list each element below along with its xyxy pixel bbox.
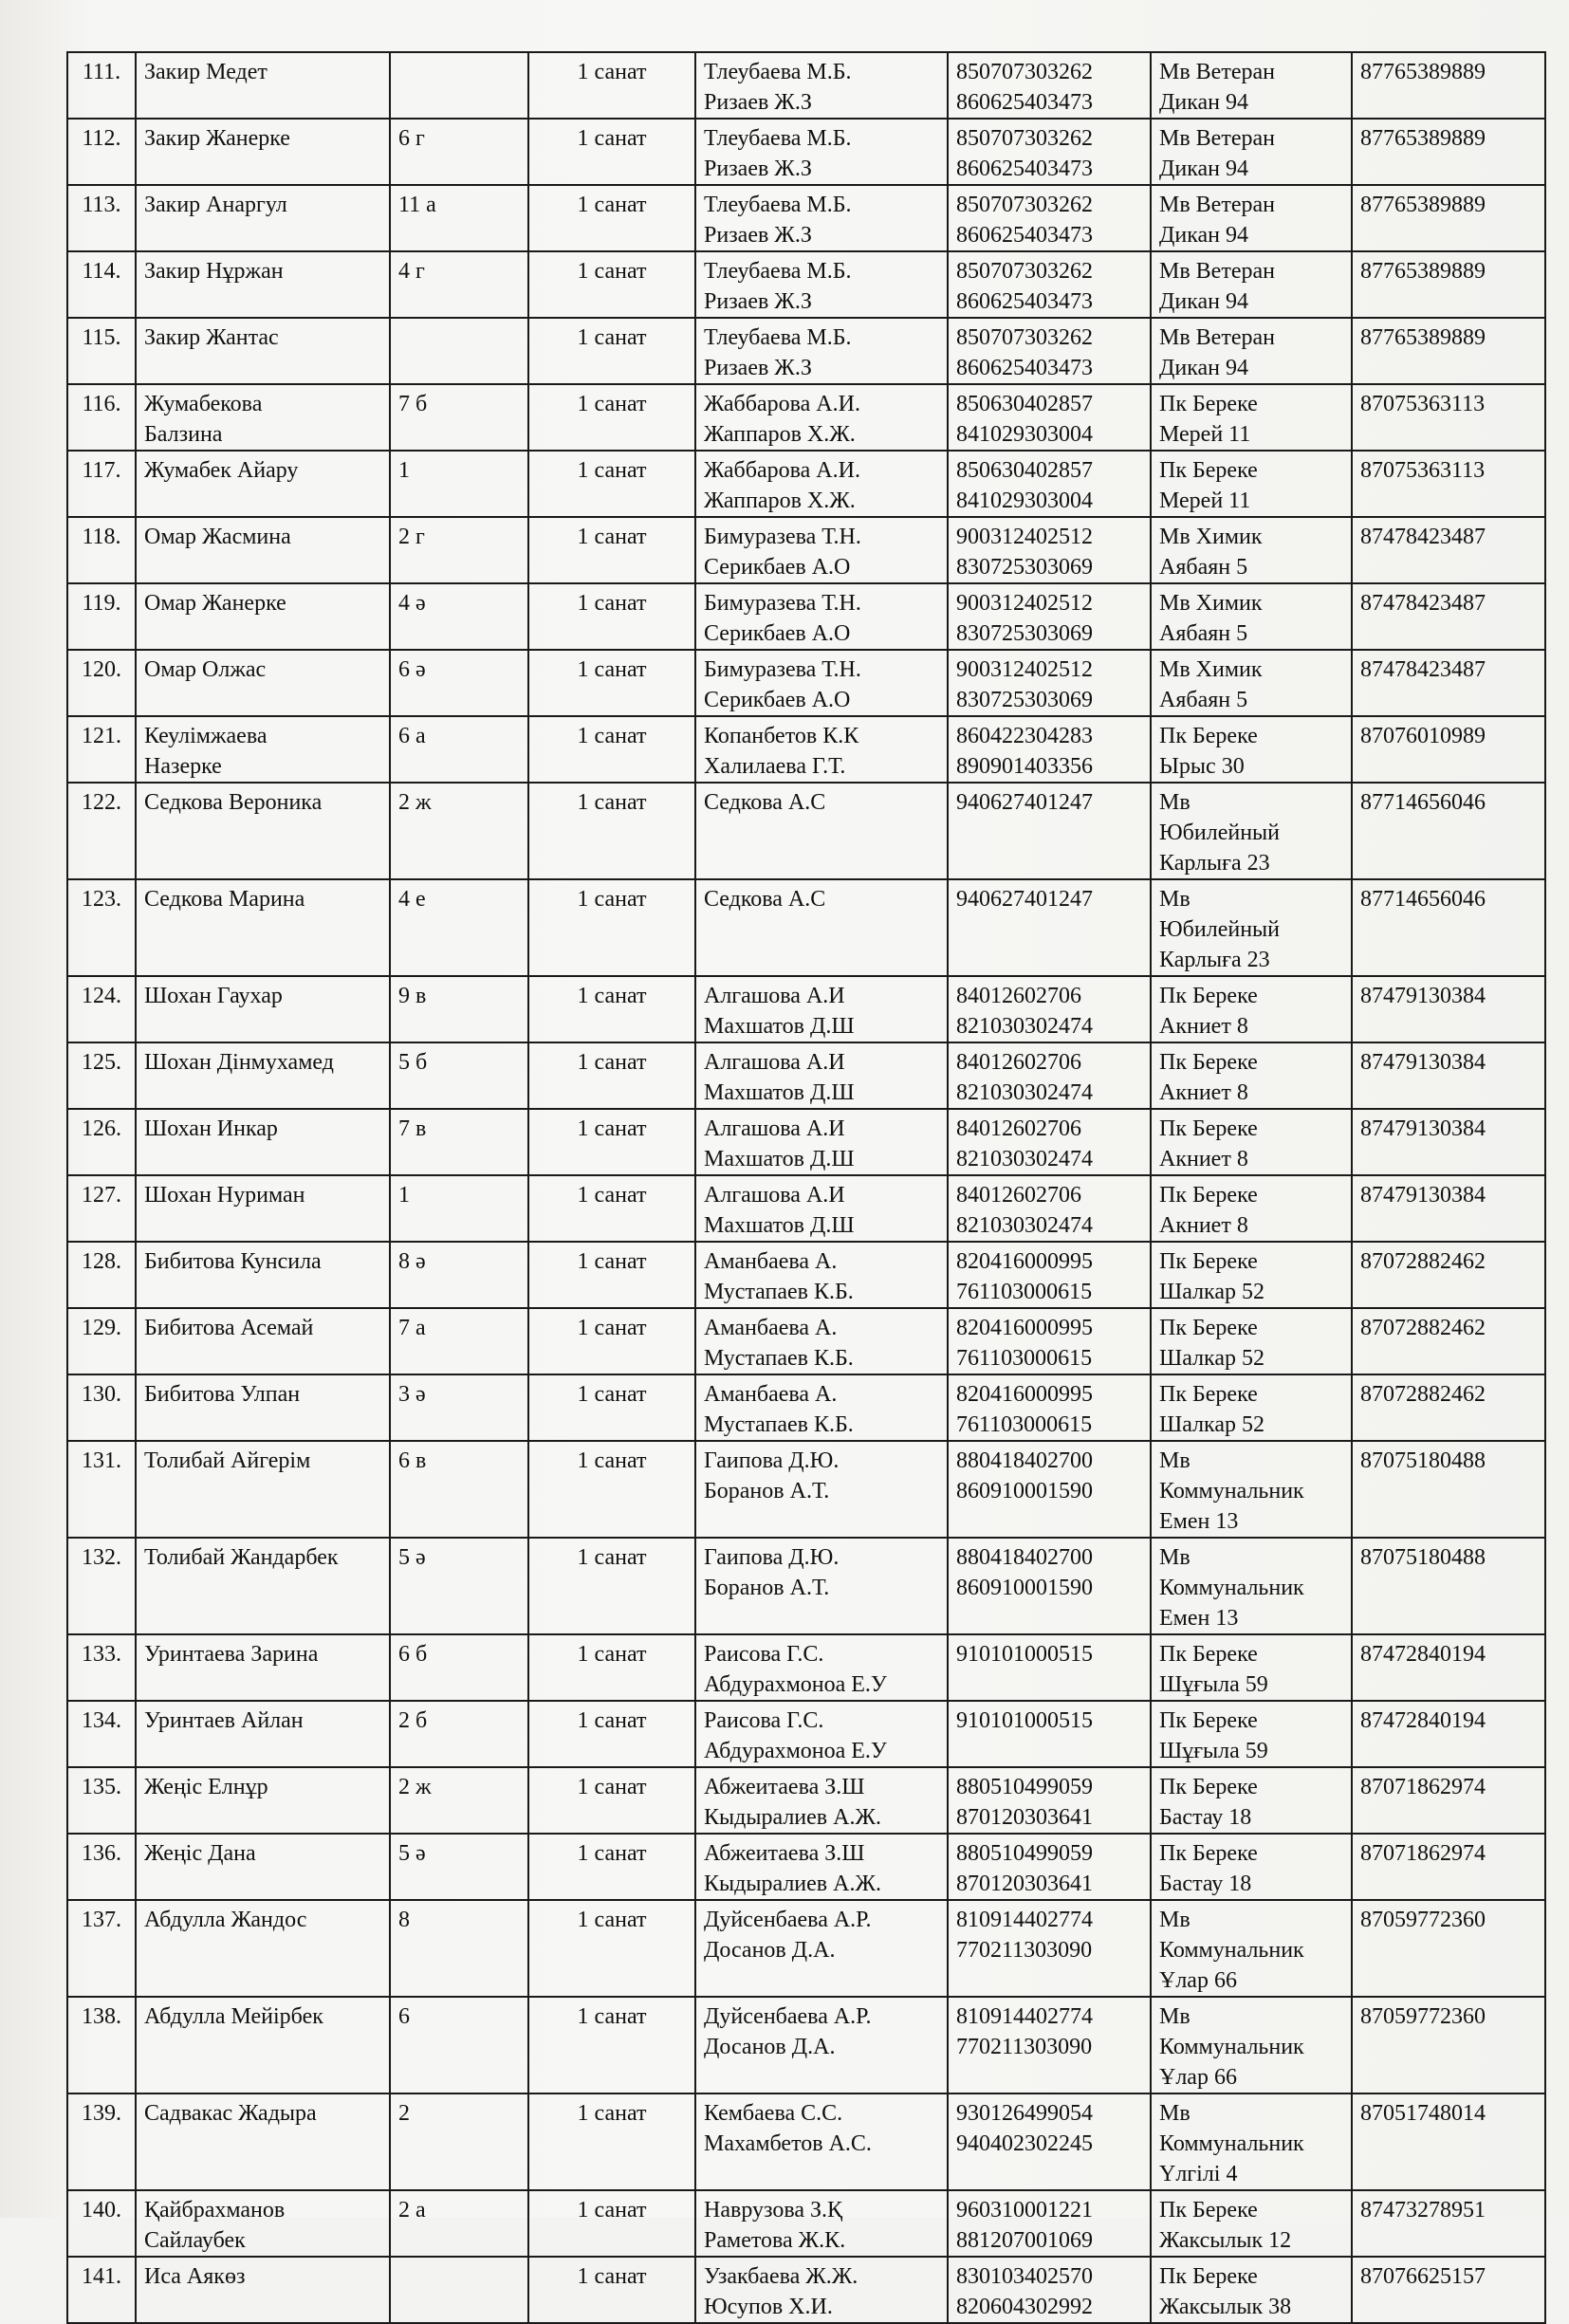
phone-number-cell: 87075180488 <box>1352 1538 1545 1634</box>
table-row <box>67 1042 1545 1109</box>
row-number-cell: 129. <box>67 1308 136 1374</box>
class-grade-cell: 2 ж <box>390 783 528 879</box>
parents-iin-cell: 880418402700 860910001590 <box>948 1538 1151 1634</box>
table-row <box>67 1701 1545 1767</box>
parents-iin-cell: 810914402774 770211303090 <box>948 1997 1151 2093</box>
category-cell: 1 санат <box>528 879 695 976</box>
home-address-cell: Пк Береке Акниет 8 <box>1151 976 1352 1042</box>
table-row <box>67 318 1545 384</box>
parents-iin-cell: 820416000995 761103000615 <box>948 1374 1151 1441</box>
row-number-cell: 131. <box>67 1441 136 1538</box>
student-name-cell: Абдулла Жандос <box>136 1900 390 1997</box>
student-name-cell: Иса Аякөз <box>136 2257 390 2323</box>
parents-names-cell: Тлеубаева М.Б. Ризаев Ж.З <box>695 318 948 384</box>
table-row <box>67 517 1545 583</box>
class-grade-cell: 1 <box>390 451 528 517</box>
student-name-cell: Омар Жанерке <box>136 583 390 650</box>
table-body <box>67 52 1545 2323</box>
phone-number-cell: 87072882462 <box>1352 1308 1545 1374</box>
parents-names-cell: Жаббарова А.И. Жаппаров Х.Ж. <box>695 384 948 451</box>
category-cell: 1 санат <box>528 1374 695 1441</box>
parents-names-cell: Тлеубаева М.Б. Ризаев Ж.З <box>695 119 948 185</box>
table-row <box>67 716 1545 783</box>
table-row <box>67 976 1545 1042</box>
phone-number-cell: 87075363113 <box>1352 451 1545 517</box>
parents-iin-cell: 84012602706 821030302474 <box>948 976 1151 1042</box>
category-cell: 1 санат <box>528 517 695 583</box>
category-cell: 1 санат <box>528 2190 695 2257</box>
class-grade-cell: 6 <box>390 1997 528 2093</box>
phone-number-cell: 87714656046 <box>1352 879 1545 976</box>
phone-number-cell: 87472840194 <box>1352 1701 1545 1767</box>
row-number-cell: 117. <box>67 451 136 517</box>
phone-number-cell: 87072882462 <box>1352 1374 1545 1441</box>
home-address-cell: Мв Коммунальник Ұлар 66 <box>1151 1900 1352 1997</box>
parents-names-cell: Алгашова А.И Махшатов Д.Ш <box>695 1175 948 1242</box>
parents-names-cell: Дуйсенбаева А.Р. Досанов Д.А. <box>695 1900 948 1997</box>
table-row <box>67 1900 1545 1997</box>
category-cell: 1 санат <box>528 1109 695 1175</box>
parents-names-cell: Тлеубаева М.Б. Ризаев Ж.З <box>695 251 948 318</box>
home-address-cell: Пк Береке Шұғыла 59 <box>1151 1701 1352 1767</box>
student-name-cell: Закир Жантас <box>136 318 390 384</box>
phone-number-cell: 87076625157 <box>1352 2257 1545 2323</box>
parents-iin-cell: 850707303262 860625403473 <box>948 52 1151 119</box>
table-row <box>67 1308 1545 1374</box>
parents-names-cell: Тлеубаева М.Б. Ризаев Ж.З <box>695 52 948 119</box>
home-address-cell: Пк Береке Акниет 8 <box>1151 1109 1352 1175</box>
home-address-cell: Мв Ветеран Дикан 94 <box>1151 119 1352 185</box>
table-row <box>67 52 1545 119</box>
phone-number-cell: 87473278951 <box>1352 2190 1545 2257</box>
class-grade-cell: 6 в <box>390 1441 528 1538</box>
table-row <box>67 1175 1545 1242</box>
row-number-cell: 112. <box>67 119 136 185</box>
home-address-cell: Мв Ветеран Дикан 94 <box>1151 185 1352 251</box>
category-cell: 1 санат <box>528 583 695 650</box>
student-name-cell: Кеулімжаева Назерке <box>136 716 390 783</box>
row-number-cell: 126. <box>67 1109 136 1175</box>
category-cell: 1 санат <box>528 318 695 384</box>
class-grade-cell <box>390 2257 528 2323</box>
home-address-cell: Пк Береке Мерей 11 <box>1151 384 1352 451</box>
phone-number-cell: 87765389889 <box>1352 251 1545 318</box>
table-row <box>67 1634 1545 1701</box>
parents-iin-cell: 820416000995 761103000615 <box>948 1242 1151 1308</box>
category-cell: 1 санат <box>528 1997 695 2093</box>
category-cell: 1 санат <box>528 1538 695 1634</box>
category-cell: 1 санат <box>528 1701 695 1767</box>
parents-iin-cell: 880418402700 860910001590 <box>948 1441 1151 1538</box>
parents-names-cell: Бимуразева Т.Н. Серикбаев А.О <box>695 650 948 716</box>
row-number-cell: 125. <box>67 1042 136 1109</box>
student-name-cell: Закир Нұржан <box>136 251 390 318</box>
parents-iin-cell: 850707303262 860625403473 <box>948 251 1151 318</box>
table-row <box>67 119 1545 185</box>
table-row <box>67 1374 1545 1441</box>
table-row <box>67 1997 1545 2093</box>
home-address-cell: Пк Береке Бастау 18 <box>1151 1767 1352 1834</box>
row-number-cell: 115. <box>67 318 136 384</box>
parents-names-cell: Алгашова А.И Махшатов Д.Ш <box>695 976 948 1042</box>
class-grade-cell: 4 е <box>390 879 528 976</box>
class-grade-cell <box>390 52 528 119</box>
table-row <box>67 1109 1545 1175</box>
phone-number-cell: 87478423487 <box>1352 517 1545 583</box>
parents-iin-cell: 910101000515 <box>948 1634 1151 1701</box>
table-row <box>67 2093 1545 2190</box>
student-name-cell: Жумабекова Балзина <box>136 384 390 451</box>
phone-number-cell: 87059772360 <box>1352 1900 1545 1997</box>
parents-names-cell: Бимуразева Т.Н. Серикбаев А.О <box>695 517 948 583</box>
table-row <box>67 451 1545 517</box>
student-name-cell: Закир Жанерке <box>136 119 390 185</box>
table-row <box>67 384 1545 451</box>
student-register-table <box>66 51 1546 2324</box>
table-row <box>67 650 1545 716</box>
row-number-cell: 130. <box>67 1374 136 1441</box>
parents-iin-cell: 900312402512 830725303069 <box>948 517 1151 583</box>
parents-iin-cell: 940627401247 <box>948 783 1151 879</box>
student-name-cell: Шохан Гаухар <box>136 976 390 1042</box>
row-number-cell: 120. <box>67 650 136 716</box>
class-grade-cell: 8 ә <box>390 1242 528 1308</box>
student-name-cell: Толибай Айгерім <box>136 1441 390 1538</box>
student-name-cell: Закир Медет <box>136 52 390 119</box>
parents-iin-cell: 850630402857 841029303004 <box>948 451 1151 517</box>
row-number-cell: 139. <box>67 2093 136 2190</box>
row-number-cell: 118. <box>67 517 136 583</box>
home-address-cell: Пк Береке Акниет 8 <box>1151 1175 1352 1242</box>
row-number-cell: 138. <box>67 1997 136 2093</box>
row-number-cell: 114. <box>67 251 136 318</box>
parents-names-cell: Жаббарова А.И. Жаппаров Х.Ж. <box>695 451 948 517</box>
table-row <box>67 879 1545 976</box>
row-number-cell: 140. <box>67 2190 136 2257</box>
home-address-cell: Мв Юбилейный Карлыға 23 <box>1151 879 1352 976</box>
class-grade-cell: 2 ж <box>390 1767 528 1834</box>
home-address-cell: Пк Береке Ырыс 30 <box>1151 716 1352 783</box>
phone-number-cell: 87765389889 <box>1352 185 1545 251</box>
class-grade-cell: 6 б <box>390 1634 528 1701</box>
home-address-cell: Мв Коммунальник Емен 13 <box>1151 1441 1352 1538</box>
parents-iin-cell: 850707303262 860625403473 <box>948 318 1151 384</box>
home-address-cell: Мв Коммунальник Үлгілі 4 <box>1151 2093 1352 2190</box>
parents-names-cell: Седкова А.С <box>695 879 948 976</box>
category-cell: 1 санат <box>528 251 695 318</box>
row-number-cell: 123. <box>67 879 136 976</box>
class-grade-cell <box>390 318 528 384</box>
row-number-cell: 116. <box>67 384 136 451</box>
phone-number-cell: 87765389889 <box>1352 52 1545 119</box>
class-grade-cell: 4 ә <box>390 583 528 650</box>
parents-iin-cell: 850707303262 860625403473 <box>948 119 1151 185</box>
table-row <box>67 1538 1545 1634</box>
class-grade-cell: 7 а <box>390 1308 528 1374</box>
phone-number-cell: 87478423487 <box>1352 583 1545 650</box>
class-grade-cell: 2 г <box>390 517 528 583</box>
phone-number-cell: 87071862974 <box>1352 1834 1545 1900</box>
row-number-cell: 113. <box>67 185 136 251</box>
row-number-cell: 136. <box>67 1834 136 1900</box>
parents-names-cell: Аманбаева А. Мустапаев К.Б. <box>695 1242 948 1308</box>
row-number-cell: 141. <box>67 2257 136 2323</box>
student-name-cell: Шохан Дінмухамед <box>136 1042 390 1109</box>
class-grade-cell: 6 ә <box>390 650 528 716</box>
class-grade-cell: 11 а <box>390 185 528 251</box>
parents-iin-cell: 84012602706 821030302474 <box>948 1175 1151 1242</box>
parents-iin-cell: 900312402512 830725303069 <box>948 583 1151 650</box>
parents-iin-cell: 810914402774 770211303090 <box>948 1900 1151 1997</box>
class-grade-cell: 2 б <box>390 1701 528 1767</box>
parents-names-cell: Тлеубаева М.Б. Ризаев Ж.З <box>695 185 948 251</box>
phone-number-cell: 87478423487 <box>1352 650 1545 716</box>
home-address-cell: Пк Береке Мерей 11 <box>1151 451 1352 517</box>
category-cell: 1 санат <box>528 716 695 783</box>
category-cell: 1 санат <box>528 1634 695 1701</box>
category-cell: 1 санат <box>528 1900 695 1997</box>
student-name-cell: Қайбрахманов Сайлаубек <box>136 2190 390 2257</box>
class-grade-cell: 6 а <box>390 716 528 783</box>
category-cell: 1 санат <box>528 1242 695 1308</box>
parents-iin-cell: 850707303262 860625403473 <box>948 185 1151 251</box>
parents-names-cell: Бимуразева Т.Н. Серикбаев А.О <box>695 583 948 650</box>
student-name-cell: Седкова Марина <box>136 879 390 976</box>
home-address-cell: Мв Ветеран Дикан 94 <box>1151 251 1352 318</box>
student-name-cell: Седкова Вероника <box>136 783 390 879</box>
student-name-cell: Шохан Инкар <box>136 1109 390 1175</box>
phone-number-cell: 87076010989 <box>1352 716 1545 783</box>
table-row <box>67 2190 1545 2257</box>
parents-names-cell: Седкова А.С <box>695 783 948 879</box>
class-grade-cell: 3 ә <box>390 1374 528 1441</box>
category-cell: 1 санат <box>528 1042 695 1109</box>
parents-iin-cell: 84012602706 821030302474 <box>948 1042 1151 1109</box>
phone-number-cell: 87071862974 <box>1352 1767 1545 1834</box>
row-number-cell: 132. <box>67 1538 136 1634</box>
parents-iin-cell: 820416000995 761103000615 <box>948 1308 1151 1374</box>
class-grade-cell: 9 в <box>390 976 528 1042</box>
class-grade-cell: 2 <box>390 2093 528 2190</box>
row-number-cell: 134. <box>67 1701 136 1767</box>
parents-names-cell: Алгашова А.И Махшатов Д.Ш <box>695 1042 948 1109</box>
category-cell: 1 санат <box>528 1308 695 1374</box>
row-number-cell: 111. <box>67 52 136 119</box>
table-row <box>67 1242 1545 1308</box>
class-grade-cell: 8 <box>390 1900 528 1997</box>
class-grade-cell: 4 г <box>390 251 528 318</box>
phone-number-cell: 87714656046 <box>1352 783 1545 879</box>
category-cell: 1 санат <box>528 1834 695 1900</box>
class-grade-cell: 5 ә <box>390 1538 528 1634</box>
parents-names-cell: Раисова Г.С. Абдурахмоноа Е.У <box>695 1701 948 1767</box>
row-number-cell: 122. <box>67 783 136 879</box>
home-address-cell: Мв Юбилейный Карлыға 23 <box>1151 783 1352 879</box>
parents-iin-cell: 830103402570 820604302992 <box>948 2257 1151 2323</box>
student-name-cell: Закир Анаргул <box>136 185 390 251</box>
phone-number-cell: 87765389889 <box>1352 318 1545 384</box>
phone-number-cell: 87765389889 <box>1352 119 1545 185</box>
table-row <box>67 1441 1545 1538</box>
home-address-cell: Пк Береке Акниет 8 <box>1151 1042 1352 1109</box>
student-name-cell: Уринтаев Айлан <box>136 1701 390 1767</box>
category-cell: 1 санат <box>528 2257 695 2323</box>
row-number-cell: 119. <box>67 583 136 650</box>
parents-names-cell: Раисова Г.С. Абдурахмоноа Е.У <box>695 1634 948 1701</box>
category-cell: 1 санат <box>528 783 695 879</box>
class-grade-cell: 7 в <box>390 1109 528 1175</box>
home-address-cell: Пк Береке Шалкар 52 <box>1151 1374 1352 1441</box>
phone-number-cell: 87075363113 <box>1352 384 1545 451</box>
parents-names-cell: Копанбетов К.К Халилаева Г.Т. <box>695 716 948 783</box>
category-cell: 1 санат <box>528 1441 695 1538</box>
home-address-cell: Мв Химик Аябаян 5 <box>1151 583 1352 650</box>
category-cell: 1 санат <box>528 976 695 1042</box>
phone-number-cell: 87075180488 <box>1352 1441 1545 1538</box>
table-row <box>67 251 1545 318</box>
table-row <box>67 2257 1545 2323</box>
phone-number-cell: 87472840194 <box>1352 1634 1545 1701</box>
home-address-cell: Мв Коммунальник Емен 13 <box>1151 1538 1352 1634</box>
category-cell: 1 санат <box>528 2093 695 2190</box>
parents-names-cell: Абжеитаева З.Ш Кыдыралиев А.Ж. <box>695 1834 948 1900</box>
row-number-cell: 137. <box>67 1900 136 1997</box>
category-cell: 1 санат <box>528 185 695 251</box>
student-name-cell: Садвакас Жадыра <box>136 2093 390 2190</box>
row-number-cell: 124. <box>67 976 136 1042</box>
row-number-cell: 127. <box>67 1175 136 1242</box>
parents-names-cell: Гаипова Д.Ю. Боранов А.Т. <box>695 1538 948 1634</box>
parents-names-cell: Гаипова Д.Ю. Боранов А.Т. <box>695 1441 948 1538</box>
student-name-cell: Абдулла Мейірбек <box>136 1997 390 2093</box>
phone-number-cell: 87059772360 <box>1352 1997 1545 2093</box>
student-name-cell: Уринтаева Зарина <box>136 1634 390 1701</box>
home-address-cell: Мв Химик Аябаян 5 <box>1151 650 1352 716</box>
phone-number-cell: 87479130384 <box>1352 1042 1545 1109</box>
home-address-cell: Мв Коммунальник Ұлар 66 <box>1151 1997 1352 2093</box>
phone-number-cell: 87051748014 <box>1352 2093 1545 2190</box>
parents-names-cell: Узакбаева Ж.Ж. Юсупов Х.И. <box>695 2257 948 2323</box>
parents-iin-cell: 960310001221 881207001069 <box>948 2190 1151 2257</box>
parents-iin-cell: 880510499059 870120303641 <box>948 1767 1151 1834</box>
student-name-cell: Бибитова Асемай <box>136 1308 390 1374</box>
class-grade-cell: 5 ә <box>390 1834 528 1900</box>
student-name-cell: Жеңіс Елнұр <box>136 1767 390 1834</box>
parents-names-cell: Абжеитаева З.Ш Кыдыралиев А.Ж. <box>695 1767 948 1834</box>
parents-names-cell: Кембаева С.С. Махамбетов А.С. <box>695 2093 948 2190</box>
parents-names-cell: Аманбаева А. Мустапаев К.Б. <box>695 1308 948 1374</box>
home-address-cell: Мв Ветеран Дикан 94 <box>1151 52 1352 119</box>
student-name-cell: Бибитова Улпан <box>136 1374 390 1441</box>
parents-names-cell: Дуйсенбаева А.Р. Досанов Д.А. <box>695 1997 948 2093</box>
parents-iin-cell: 910101000515 <box>948 1701 1151 1767</box>
table-row <box>67 1834 1545 1900</box>
class-grade-cell: 2 а <box>390 2190 528 2257</box>
row-number-cell: 121. <box>67 716 136 783</box>
parents-iin-cell: 880510499059 870120303641 <box>948 1834 1151 1900</box>
class-grade-cell: 1 <box>390 1175 528 1242</box>
category-cell: 1 санат <box>528 1175 695 1242</box>
phone-number-cell: 87479130384 <box>1352 1109 1545 1175</box>
parents-names-cell: Наврузова З.Қ Раметова Ж.К. <box>695 2190 948 2257</box>
class-grade-cell: 6 г <box>390 119 528 185</box>
phone-number-cell: 87479130384 <box>1352 976 1545 1042</box>
table-row <box>67 783 1545 879</box>
table-row <box>67 583 1545 650</box>
category-cell: 1 санат <box>528 384 695 451</box>
table-row <box>67 185 1545 251</box>
phone-number-cell: 87479130384 <box>1352 1175 1545 1242</box>
student-name-cell: Жеңіс Дана <box>136 1834 390 1900</box>
parents-iin-cell: 900312402512 830725303069 <box>948 650 1151 716</box>
student-name-cell: Жумабек Айару <box>136 451 390 517</box>
home-address-cell: Мв Ветеран Дикан 94 <box>1151 318 1352 384</box>
home-address-cell: Пк Береке Шұғыла 59 <box>1151 1634 1352 1701</box>
category-cell: 1 санат <box>528 451 695 517</box>
home-address-cell: Пк Береке Шалкар 52 <box>1151 1308 1352 1374</box>
row-number-cell: 135. <box>67 1767 136 1834</box>
table-row <box>67 1767 1545 1834</box>
parents-iin-cell: 850630402857 841029303004 <box>948 384 1151 451</box>
row-number-cell: 133. <box>67 1634 136 1701</box>
home-address-cell: Пк Береке Шалкар 52 <box>1151 1242 1352 1308</box>
category-cell: 1 санат <box>528 650 695 716</box>
home-address-cell: Пк Береке Бастау 18 <box>1151 1834 1352 1900</box>
home-address-cell: Пк Береке Жаксылык 38 <box>1151 2257 1352 2323</box>
parents-iin-cell: 930126499054 940402302245 <box>948 2093 1151 2190</box>
class-grade-cell: 5 б <box>390 1042 528 1109</box>
row-number-cell: 128. <box>67 1242 136 1308</box>
parents-iin-cell: 84012602706 821030302474 <box>948 1109 1151 1175</box>
student-name-cell: Шохан Нуриман <box>136 1175 390 1242</box>
parents-names-cell: Аманбаева А. Мустапаев К.Б. <box>695 1374 948 1441</box>
student-name-cell: Омар Олжас <box>136 650 390 716</box>
class-grade-cell: 7 б <box>390 384 528 451</box>
phone-number-cell: 87072882462 <box>1352 1242 1545 1308</box>
student-name-cell: Толибай Жандарбек <box>136 1538 390 1634</box>
parents-iin-cell: 940627401247 <box>948 879 1151 976</box>
category-cell: 1 санат <box>528 1767 695 1834</box>
category-cell: 1 санат <box>528 119 695 185</box>
parents-names-cell: Алгашова А.И Махшатов Д.Ш <box>695 1109 948 1175</box>
home-address-cell: Пк Береке Жаксылык 12 <box>1151 2190 1352 2257</box>
parents-iin-cell: 860422304283 890901403356 <box>948 716 1151 783</box>
student-name-cell: Бибитова Кунсила <box>136 1242 390 1308</box>
student-name-cell: Омар Жасмина <box>136 517 390 583</box>
home-address-cell: Мв Химик Аябаян 5 <box>1151 517 1352 583</box>
category-cell: 1 санат <box>528 52 695 119</box>
